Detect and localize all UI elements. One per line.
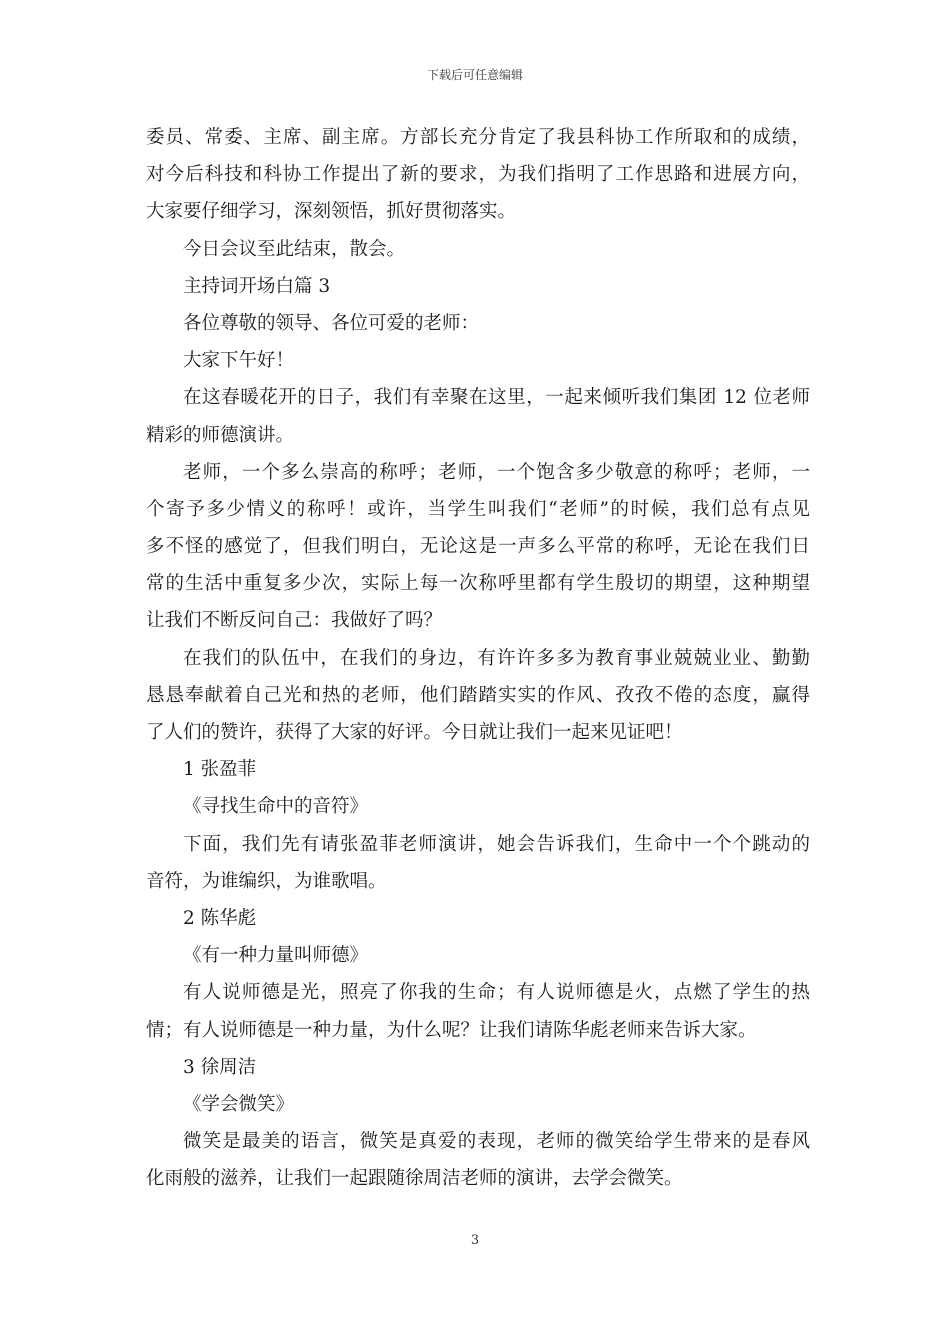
- text-line: 在我们的队伍中，在我们的身边，有许许多多为教育事业兢兢业业、勤勤: [183, 647, 810, 669]
- text-line: 微笑是最美的语言，微笑是真爱的表现，老师的微笑给学生带来的是春风: [183, 1131, 810, 1153]
- text-line: 恳恳奉献着自己光和热的老师，他们踏踏实实的作风、孜孜不倦的态度，赢得: [146, 684, 810, 706]
- text-line: 多不怪的感觉了，但我们明白，无论这是一声多么平常的称呼，无论在我们日: [146, 536, 810, 558]
- text-line: 有人说师德是光，照亮了你我的生命；有人说师德是火，点燃了学生的热: [183, 982, 810, 1004]
- page-number: 3: [470, 1233, 480, 1248]
- text-line: 大家要仔细学习，深刻领悟，抓好贯彻落实。: [146, 201, 517, 223]
- text-line: 下面，我们先有请张盈菲老师演讲，她会告诉我们，生命中一个个跳动的: [183, 833, 810, 855]
- text-line: 大家下午好！: [183, 350, 295, 372]
- speech-title: 《有一种力量叫师德》: [183, 945, 369, 967]
- text-line: 了人们的赞许，获得了大家的好评。今日就让我们一起来见证吧！: [146, 722, 683, 743]
- speaker-name: 3 徐周洁: [183, 1056, 257, 1078]
- speech-title: 《学会微笑》: [183, 1093, 295, 1115]
- text-line: 委员、常委、主席、副主席。方部长充分肯定了我县科协工作所取和的成绩，: [146, 127, 810, 148]
- speaker-name: 2 陈华彪: [183, 907, 257, 929]
- text-line: 个寄予多少情义的称呼！或许，当学生叫我们“老师”的时候，我们总有点见: [146, 498, 810, 520]
- text-line: 今日会议至此结束，散会。: [183, 238, 406, 260]
- speaker-name: 1 张盈菲: [183, 759, 257, 781]
- text-line: 精彩的师德演讲。: [146, 424, 295, 446]
- text-line: 各位尊敬的领导、各位可爱的老师：: [183, 312, 480, 334]
- text-line: 在这春暖花开的日子，我们有幸聚在这里，一起来倾听我们集团 12 位老师: [183, 387, 810, 409]
- text-line: 老师，一个多么崇高的称呼；老师，一个饱含多少敬意的称呼；老师，一: [183, 461, 810, 483]
- section-title: 主持词开场白篇 3: [183, 275, 331, 297]
- text-line: 让我们不断反问自己：我做好了吗？: [146, 610, 443, 632]
- text-line: 对今后科技和科协工作提出了新的要求，为我们指明了工作思路和进展方向，: [146, 164, 810, 186]
- text-line: 情；有人说师德是一种力量，为什么呢？让我们请陈华彪老师来告诉大家。: [146, 1019, 757, 1041]
- document-body: [146, 119, 810, 1197]
- page-header: 下载后可任意编辑: [426, 68, 523, 82]
- text-line: 音符，为谁编织，为谁歌唱。: [146, 870, 387, 892]
- speech-title: 《寻找生命中的音符》: [183, 796, 369, 818]
- text-line: 化雨般的滋养，让我们一起跟随徐周洁老师的演讲，去学会微笑。: [146, 1168, 683, 1190]
- text-line: 常的生活中重复多少次，实际上每一次称呼里都有学生殷切的期望，这种期望: [146, 573, 810, 595]
